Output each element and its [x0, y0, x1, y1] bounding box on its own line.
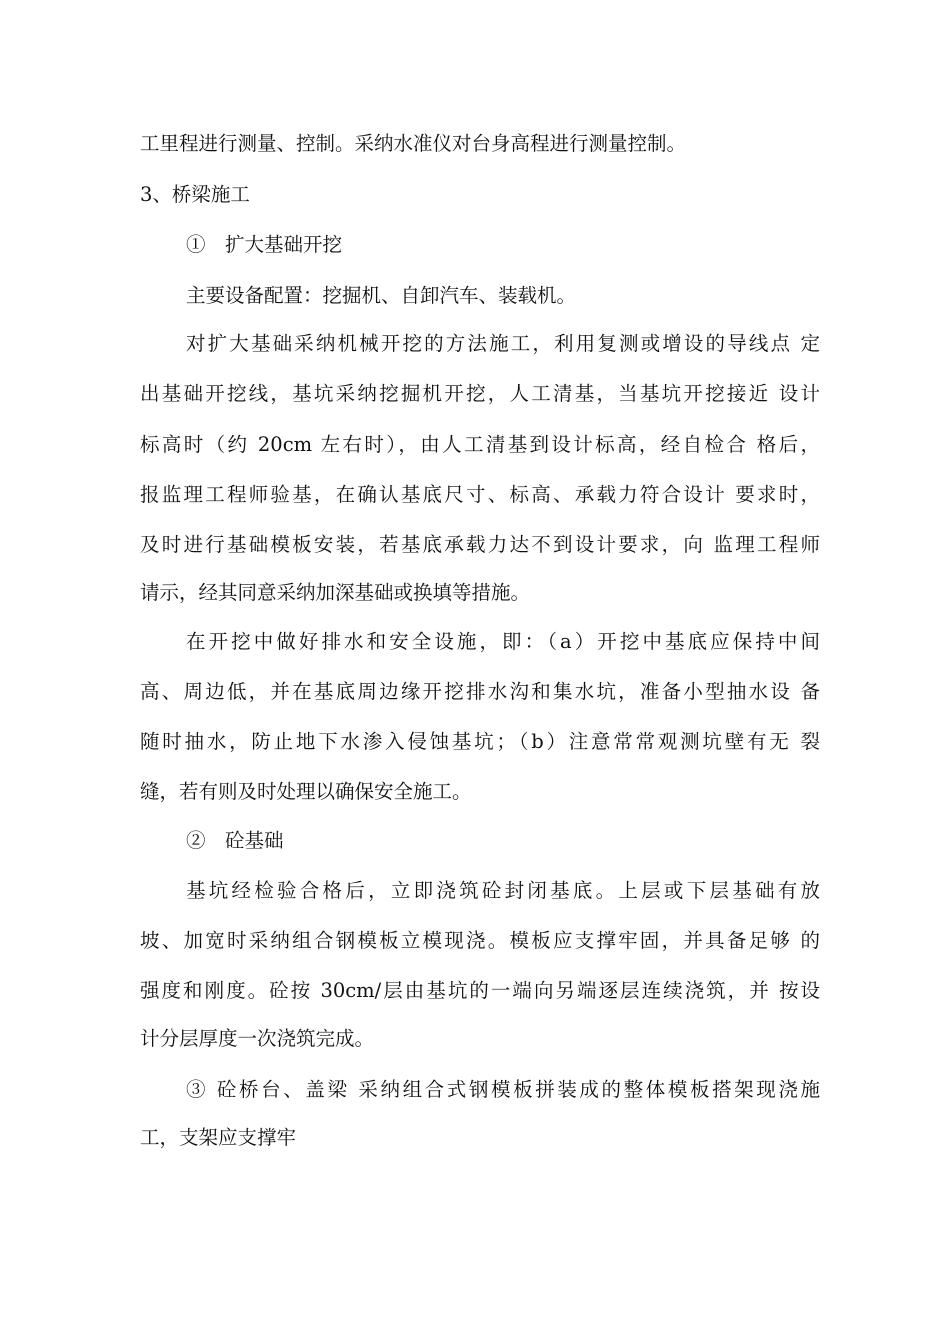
body-text-line: 及时进行基础模板安装，若基底承载力达不到设计要求，向 监理工程师: [140, 533, 820, 556]
body-text-line: 主要设备配置：挖掘机、自卸汽车、装载机。: [186, 284, 577, 307]
body-text-line: 强度和刚度。砼按 30cm/层由基坑的一端向另端逐层连续浇筑，并 按设: [140, 979, 820, 1002]
body-text-line: 高、周边低，并在基底周边缘开挖排水沟和集水坑，准备小型抽水设 备: [140, 680, 820, 703]
body-text-line: 在开挖中做好排水和安全设施，即：（a）开挖中基底应保持中间: [186, 630, 820, 653]
body-text-line: 缝，若有则及时处理以确保安全施工。: [140, 780, 472, 803]
body-text-line: 坡、加宽时采纳组合钢模板立模现浇。模板应支撑牢固，并具备足够 的: [140, 929, 820, 952]
subsection-heading: ③ 砼桥台、盖梁 采纳组合式钢模板拼装成的整体模板搭架现浇施: [186, 1078, 820, 1101]
body-text-line: 请示，经其同意采纳加深基础或换填等措施。: [140, 581, 531, 604]
body-text-line: 报监理工程师验基，在确认基底尺寸、标高、承载力符合设计 要求时，: [140, 483, 820, 506]
body-text-line: 标高时（约 20cm 左右时），由人工清基到设计标高，经自检合 格后，: [140, 433, 820, 456]
body-text-line: 工里程进行测量、控制。采纳水准仪对台身高程进行测量控制。: [140, 132, 687, 155]
body-text-line: 随时抽水，防止地下水渗入侵蚀基坑；（b）注意常常观测坑壁有无 裂: [140, 730, 820, 753]
body-text-line: 基坑经检验合格后，立即浇筑砼封闭基底。上层或下层基础有放: [186, 879, 820, 902]
subsection-heading: ① 扩大基础开挖: [186, 233, 343, 256]
section-heading: 3、桥梁施工: [140, 183, 250, 206]
body-text-line: 出基础开挖线，基坑采纳挖掘机开挖，人工清基，当基坑开挖接近 设计: [140, 382, 820, 405]
body-text-line: 工，支架应支撑牢: [140, 1126, 297, 1149]
body-text-line: 计分层厚度一次浇筑完成。: [140, 1027, 375, 1050]
subsection-heading: ② 砼基础: [186, 829, 284, 852]
body-text-line: 对扩大基础采纳机械开挖的方法施工，利用复测或增设的导线点 定: [186, 332, 820, 355]
